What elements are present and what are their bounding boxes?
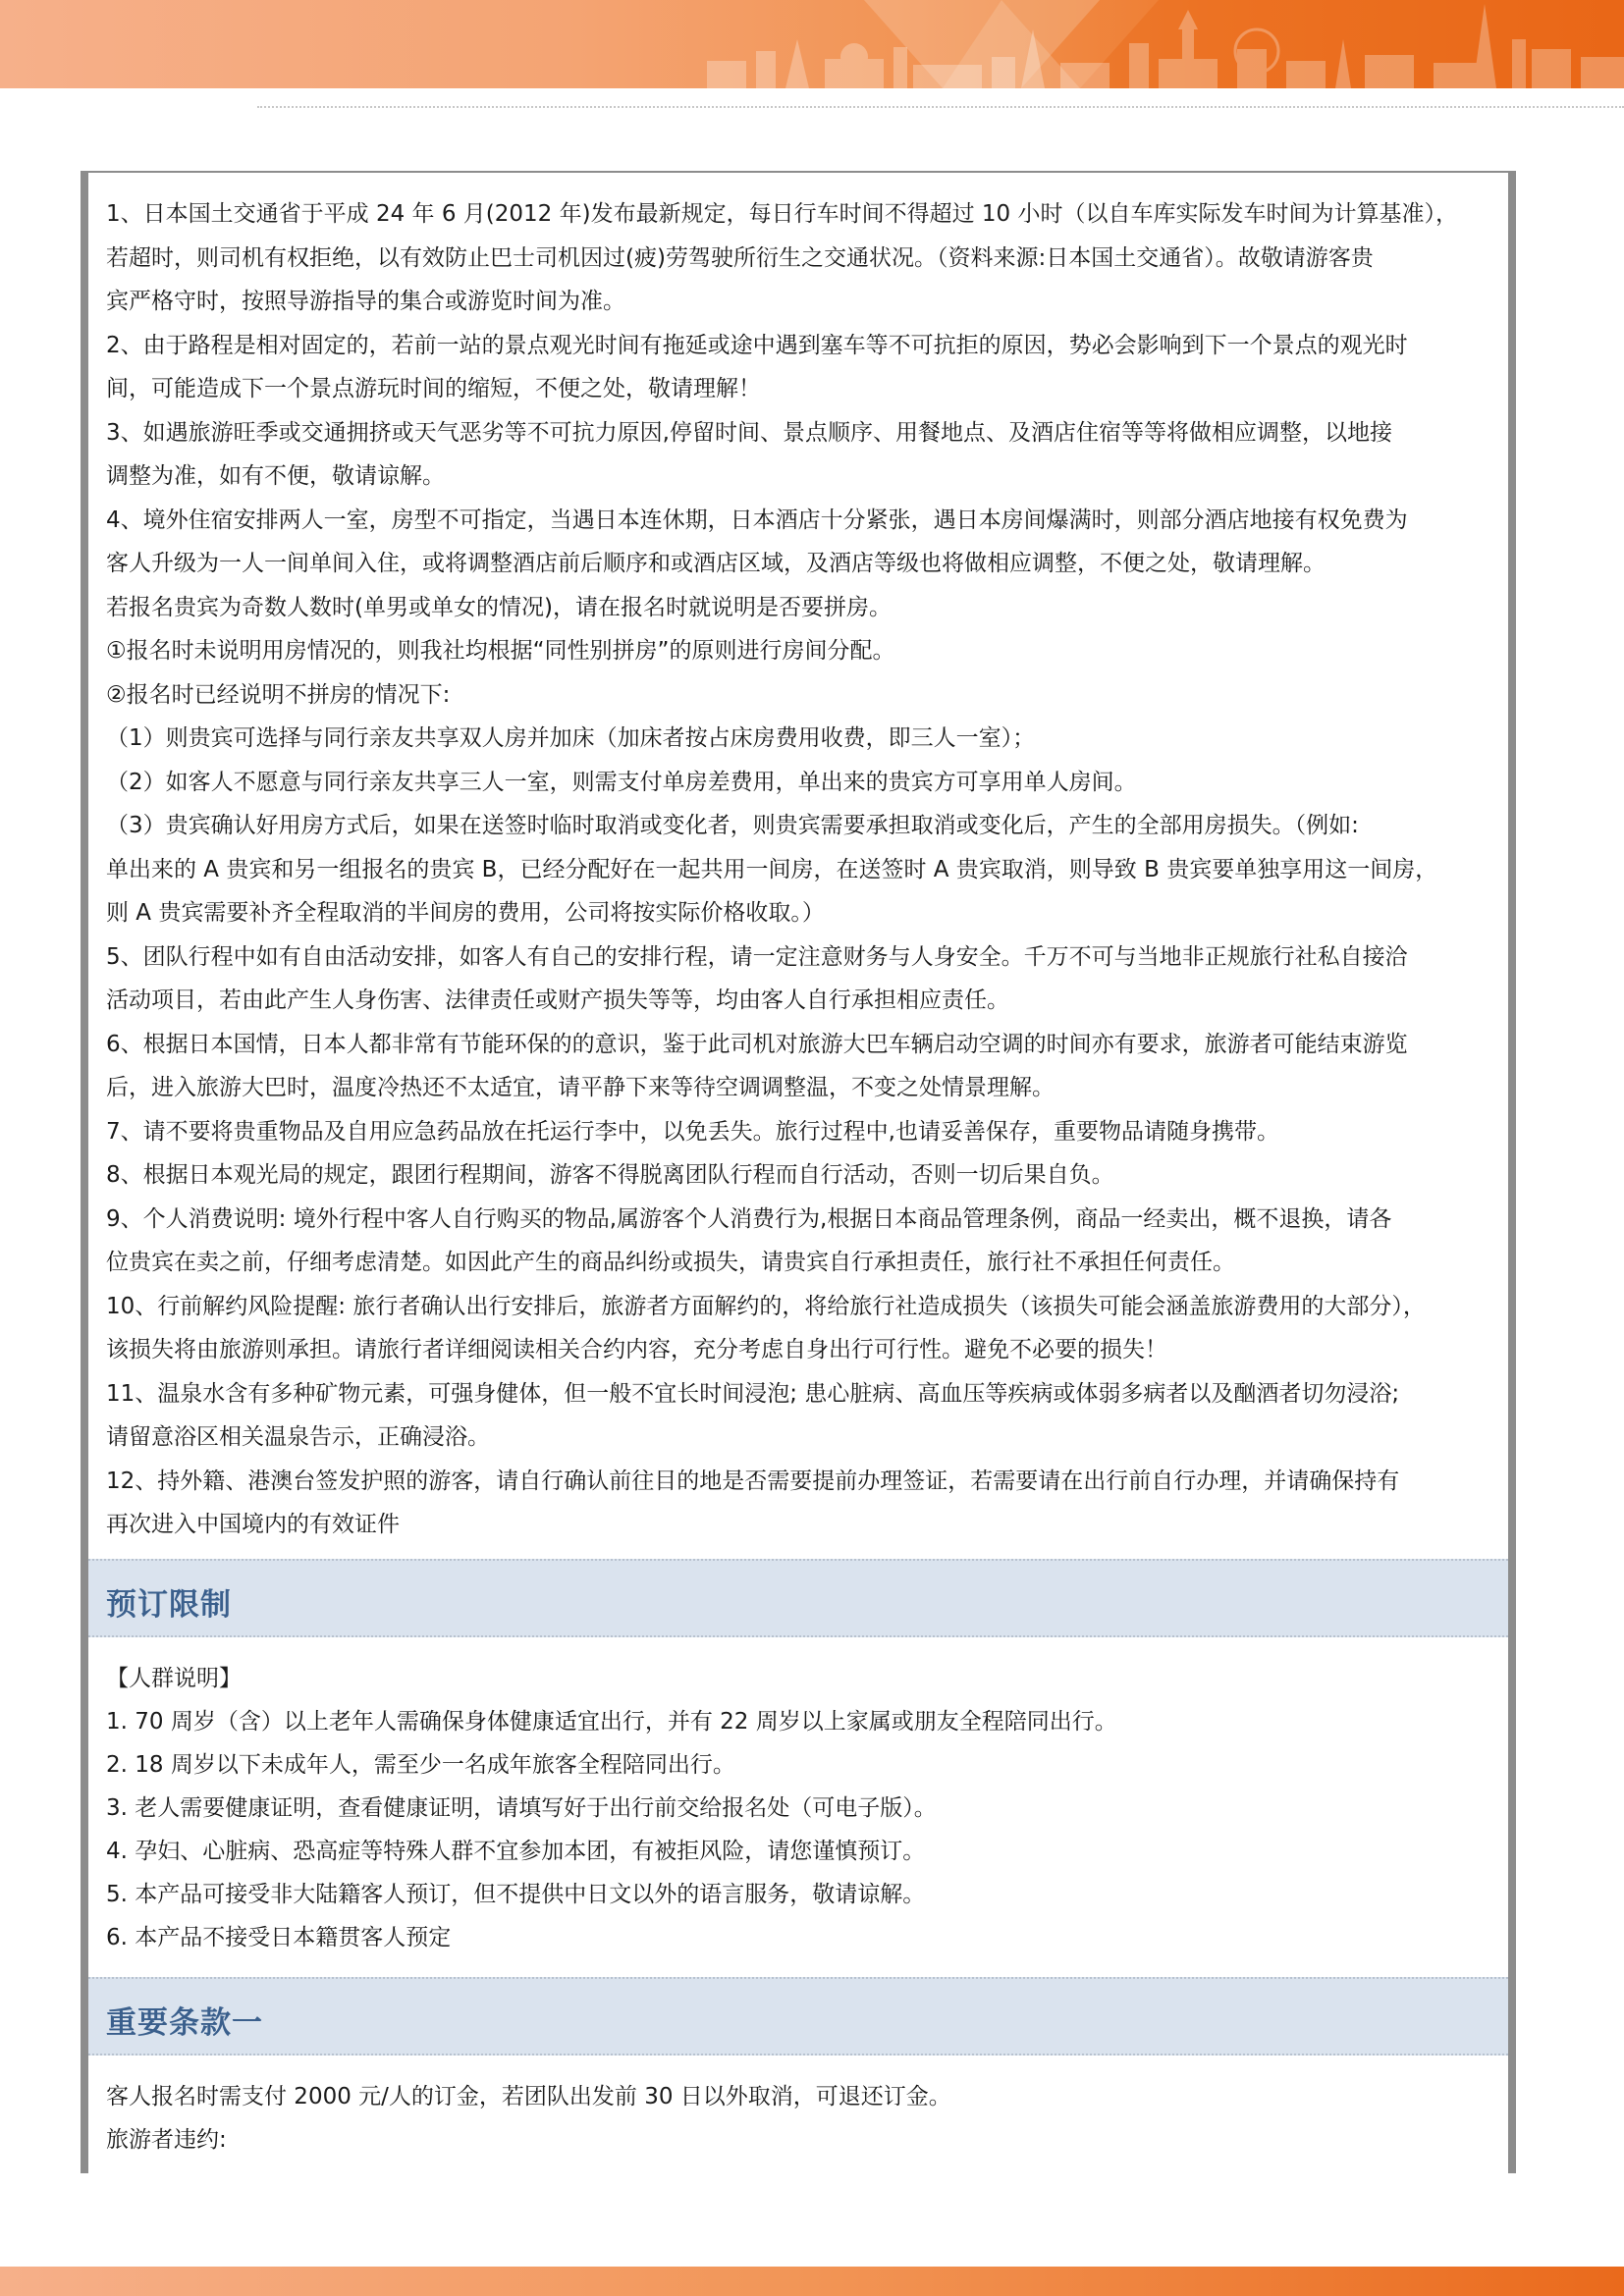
notes-line: 该损失将由旅游则承担。请旅行者详细阅读相关合约内容，充分考虑自身出行可行性。避免不必要的损失！ bbox=[106, 1337, 1167, 1362]
bottom-banner bbox=[0, 2267, 1624, 2296]
booking-restrictions-header bbox=[88, 1559, 1508, 1637]
restriction-line: 1. 70 周岁（含）以上老年人需确保身体健康适宜出行，并有 22 周岁以上家属或朋友全程陪同出行。 bbox=[106, 1709, 1117, 1735]
notes-line: （1）则贵宾可选择与同行亲友共享双人房并加床（加床者按占床房费用收费，即三人一室）； bbox=[106, 725, 1036, 751]
notes-line: 位贵宾在卖之前，仔细考虑清楚。如因此产生的商品纠纷或损失，请贵宾自行承担责任，旅行社不承担任何责任。 bbox=[106, 1250, 1235, 1275]
notes-line: ②报名时已经说明不拼房的情况下: bbox=[106, 681, 451, 708]
restriction-line: 5. 本产品可接受非大陆籍客人预订，但不提供中日文以外的语言服务，敬请谅解。 bbox=[106, 1882, 926, 1907]
restriction-line: 2. 18 周岁以下未成年人，需至少一名成年旅客全程陪同出行。 bbox=[106, 1752, 735, 1778]
notes-line: 3、如遇旅游旺季或交通拥挤或天气恶劣等不可抗力原因,停留时间、景点顺序、用餐地点、及酒店住宿等等将做相应调整，以地接 bbox=[106, 419, 1392, 446]
notes-line: 9、个人消费说明: 境外行程中客人自行购买的物品,属游客个人消费行为,根据日本商品管理条例，商品一经卖出，概不退换，请各 bbox=[106, 1205, 1392, 1232]
notes-line: 客人升级为一人一间单间入住，或将调整酒店前后顺序和或酒店区域，及酒店等级也将做相应调整，不便之处，敬请理解。 bbox=[106, 551, 1326, 576]
terms-line: 客人报名时需支付 2000 元/人的订金，若团队出发前 30 日以外取消，可退还订金。 bbox=[106, 2084, 951, 2109]
notes-line: 8、根据日本观光局的规定，跟团行程期间，游客不得脱离团队行程而自行活动，否则一切后果自负。 bbox=[106, 1162, 1114, 1188]
notes-line: 若报名贵宾为奇数人数时(单男或单女的情况)，请在报名时就说明是否要拼房。 bbox=[106, 594, 892, 620]
booking-restrictions-body bbox=[106, 1657, 1510, 1959]
restriction-line: 3. 老人需要健康证明，查看健康证明，请填写好于出行前交给报名处（可电子版）。 bbox=[106, 1795, 937, 1821]
notes-line: 4、境外住宿安排两人一室，房型不可指定，当遇日本连休期，日本酒店十分紧张，遇日本房间爆满时，则部分酒店地接有权免费为 bbox=[106, 507, 1408, 533]
notes-line: 7、请不要将贵重物品及自用应急药品放在托运行李中，以免丢失。旅行过程中,也请妥善保存，重要物品请随身携带。 bbox=[106, 1118, 1279, 1145]
notes-line: 活动项目，若由此产生人身伤害、法律责任或财产损失等等，均由客人自行承担相应责任。 bbox=[106, 988, 1009, 1013]
terms-line: 旅游者违约: bbox=[106, 2127, 227, 2153]
important-terms-body bbox=[106, 2075, 1510, 2162]
notes-line: 调整为准，如有不便，敬请谅解。 bbox=[106, 463, 445, 489]
section-title: 预订限制 bbox=[106, 1587, 232, 1623]
notes-line: 12、持外籍、港澳台签发护照的游客，请自行确认前往目的地是否需要提前办理签证，若需要请在出行前自行办理，并请确保持有 bbox=[106, 1468, 1400, 1494]
notes-line: 10、行前解约风险提醒: 旅行者确认出行安排后，旅游者方面解约的，将给旅行社造成损失（该损失可能会涵盖旅游费用的大部分）， bbox=[106, 1293, 1426, 1319]
notes-line: ①报名时未说明用房情况的，则我社均根据“同性别拼房”的原则进行房间分配。 bbox=[106, 638, 895, 664]
notes-line: 5、团队行程中如有自由活动安排，如客人有自己的安排行程，请一定注意财务与人身安全。千万不可与当地非正规旅行社私自接洽 bbox=[106, 943, 1408, 970]
restriction-line: 4. 孕妇、心脏病、恐高症等特殊人群不宜参加本团，有被拒风险，请您谨慎预订。 bbox=[106, 1839, 926, 1864]
notes-line: 再次进入中国境内的有效证件 bbox=[106, 1512, 400, 1537]
notes-line: 若超时，则司机有权拒绝，以有效防止巴士司机因过(疲)劳驾驶所衍生之交通状况。（资料来源:日本国土交通省）。故敬请游客贵 bbox=[106, 244, 1374, 271]
notes-line: 请留意浴区相关温泉告示，正确浸浴。 bbox=[106, 1424, 490, 1450]
notes-line: 则 A 贵宾需要补齐全程取消的半间房的费用，公司将按实际价格收取。） bbox=[106, 900, 825, 926]
notes-line: 6、根据日本国情，日本人都非常有节能环保的的意识，鉴于此司机对旅游大巴车辆启动空调的时间亦有要求，旅游者可能结束游览 bbox=[106, 1031, 1408, 1057]
skyline-illustration bbox=[0, 0, 1624, 88]
header-divider bbox=[257, 106, 1624, 108]
notes-line: 2、由于路程是相对固定的，若前一站的景点观光时间有拖延或途中遇到塞车等不可抗拒的原因，势必会影响到下一个景点的观光时 bbox=[106, 332, 1408, 358]
restriction-line: 【人群说明】 bbox=[106, 1666, 242, 1691]
top-banner bbox=[0, 0, 1624, 88]
notes-line: 间，可能造成下一个景点游玩时间的缩短，不便之处，敬请理解！ bbox=[106, 376, 761, 401]
notes-line: （2）如客人不愿意与同行亲友共享三人一室，则需支付单房差费用，单出来的贵宾方可享用单人房间。 bbox=[106, 769, 1137, 795]
notes-line: （3）贵宾确认好用房方式后，如果在送签时临时取消或变化者，则贵宾需要承担取消或变化后，产生的全部用房损失。（例如: bbox=[106, 813, 1359, 838]
section-title: 重要条款一 bbox=[106, 2005, 263, 2041]
notes-line: 单出来的 A 贵宾和另一组报名的贵宾 B，已经分配好在一起共用一间房，在送签时 A 贵宾取消，则导致 B 贵宾要单独享用这一间房， bbox=[106, 856, 1438, 882]
important-terms-header bbox=[88, 1977, 1508, 2056]
restriction-line: 6. 本产品不接受日本籍贯客人预定 bbox=[106, 1925, 452, 1950]
notes-line: 宾严格守时，按照导游指导的集合或游览时间为准。 bbox=[106, 289, 625, 314]
notes-line: 11、温泉水含有多种矿物元素，可强身健体，但一般不宜长时间浸泡; 患心脏病、高血压等疾病或体弱多病者以及酗酒者切勿浸浴; bbox=[106, 1380, 1400, 1407]
travel-notes bbox=[106, 192, 1510, 1547]
content-frame bbox=[81, 171, 1516, 2173]
notes-line: 后，进入旅游大巴时，温度冷热还不太适宜，请平静下来等待空调调整温，不变之处情景理解。 bbox=[106, 1075, 1055, 1100]
notes-line: 1、日本国土交通省于平成 24 年 6 月(2012 年)发布最新规定，每日行车时间不得超过 10 小时（以自车库实际发车时间为计算基准）， bbox=[106, 201, 1458, 227]
